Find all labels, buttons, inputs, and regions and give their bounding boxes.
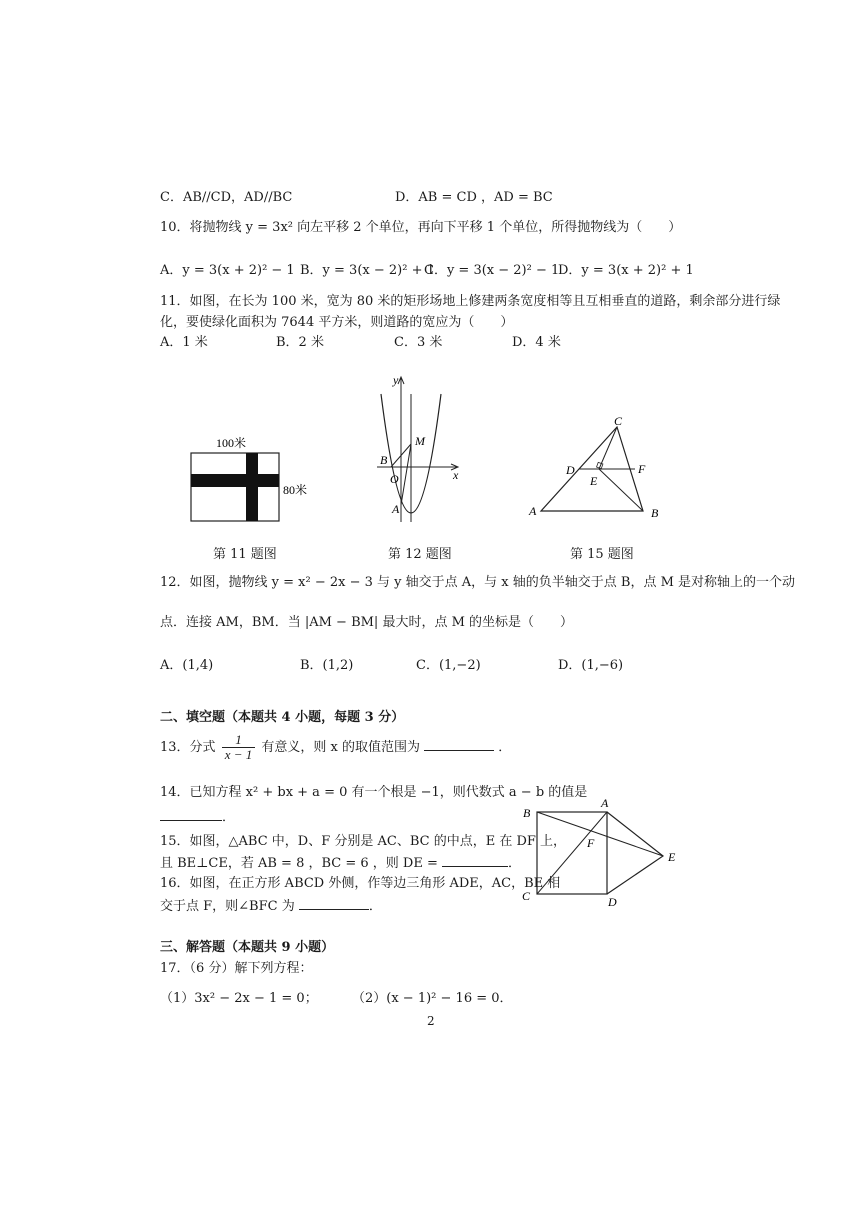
q11-option-c: C．3 米: [394, 335, 443, 350]
q14-line1: 14．已知方程 x² + bx + a = 0 有一个根是 −1，则代数式 a − b 的值是: [160, 785, 588, 800]
q17-part2: （2）(x − 1)² − 16 = 0．: [352, 991, 513, 1006]
q13-suffix: 有意义，则 x 的取值范围为: [261, 740, 420, 755]
fig11-label-width: 80米: [283, 483, 308, 497]
segment-ce: [599, 427, 617, 469]
q10-option-b: B．y = 3(x − 2)² + 1: [300, 263, 435, 278]
q10-stem: 10．将抛物线 y = 3x² 向左平移 2 个单位，再向下平移 1 个单位，所得抛物线为（ ）: [160, 220, 682, 235]
fig15-label-e: E: [590, 474, 598, 488]
q9-option-c: C．AB//CD，AD//BC: [160, 190, 293, 205]
q14-answer-blank[interactable]: [160, 808, 222, 821]
fig16-label-e: E: [668, 850, 676, 864]
fig16-label-b: B: [523, 806, 531, 820]
q16-answer-blank[interactable]: [299, 897, 369, 910]
q12-stem-line2: 点．连接 AM，BM．当 |AM − BM| 最大时，点 M 的坐标是（ ）: [160, 615, 574, 630]
page-number: 2: [427, 1014, 435, 1028]
fig15-label-f: F: [638, 462, 646, 476]
q11-stem-line2: 化，要使绿化面积为 7644 平方米，则道路的宽应为（ ）: [160, 315, 514, 330]
q16-line2: [160, 897, 382, 916]
fig15-label-c: C: [614, 415, 623, 428]
q12-option-d: D．(1,−6): [558, 658, 624, 673]
q12-option-c: C．(1,−2): [416, 658, 481, 673]
fig15-label-a: A: [529, 504, 537, 518]
q16-end: ．: [368, 899, 382, 914]
q13-fraction: [222, 733, 256, 762]
figure-11: [180, 430, 320, 530]
q14-end: ．: [222, 810, 236, 825]
fig16-label-a: A: [601, 796, 609, 810]
road-vertical: [246, 453, 258, 521]
q9-option-d: D．AB = CD ，AD = BC: [395, 190, 553, 205]
segment-be: [537, 812, 663, 856]
q16-line1: 16．如图，在正方形 ABCD 外侧，作等边三角形 ADE，AC，BE 相: [160, 876, 561, 891]
q16-line2-text: 交于点 F，则∠BFC 为: [160, 899, 295, 914]
q12-stem-line1: 12．如图，抛物线 y = x² − 2x − 3 与 y 轴交于点 A，与 x 轴的负半轴交于点 B，点 M 是对称轴上的一个动: [160, 575, 796, 590]
fig12-label-x: x: [453, 468, 459, 482]
q13-numerator: 1: [222, 733, 256, 748]
q15-line1: 15．如图，△ABC 中，D、F 分别是 AC、BC 的中点，E 在 DF 上，: [160, 834, 567, 849]
q15-end: ．: [507, 856, 521, 871]
q11-option-d: D．4 米: [512, 335, 561, 350]
q13-end: ．: [498, 740, 512, 755]
q11-option-a: A．1 米: [160, 335, 208, 350]
section3-title: 三、解答题（本题共 9 小题）: [160, 940, 335, 955]
q17-part1: （1）3x² − 2x − 1 = 0；: [160, 991, 318, 1006]
fig15-label-d: D: [566, 463, 575, 477]
q13-answer-blank[interactable]: [424, 738, 494, 751]
fig11-label-length: 100米: [216, 436, 247, 450]
road-horizontal: [191, 474, 279, 487]
q15-line2-text: 且 BE⊥CE，若 AB = 8 ，BC = 6 ，则 DE =: [160, 856, 438, 871]
q13-prefix: 13．分式: [160, 740, 216, 755]
fig12-caption: 第 12 题图: [388, 547, 452, 562]
q14-line2: [160, 808, 235, 827]
q10-option-a: A．y = 3(x + 2)² − 1: [160, 263, 295, 278]
q12-option-b: B．(1,2): [300, 658, 354, 673]
q17-stem: 17．（6 分）解下列方程：: [160, 961, 313, 976]
fig12-label-a: A: [392, 502, 400, 516]
figure-12: [365, 372, 470, 524]
fig16-label-f: F: [587, 836, 595, 850]
fig16-label-d: D: [608, 895, 617, 909]
fig12-label-o: O: [390, 472, 399, 486]
fig12-label-b: B: [380, 453, 388, 467]
fig15-label-b: B: [651, 506, 659, 520]
figure-15: [525, 415, 665, 525]
q15-line2: [160, 854, 521, 873]
section2-title: 二、填空题（本题共 4 小题，每题 3 分）: [160, 710, 405, 725]
fig12-label-y: y: [393, 373, 399, 387]
q10-option-c: C．y = 3(x − 2)² − 1: [424, 263, 560, 278]
q12-option-a: A．(1,4): [160, 658, 214, 673]
q11-option-b: B．2 米: [276, 335, 324, 350]
q10-option-d: D．y = 3(x + 2)² + 1: [558, 263, 694, 278]
q13: [160, 733, 511, 762]
fig16-label-c: C: [522, 889, 531, 903]
right-angle-mark: [597, 462, 603, 468]
q11-stem-line1: 11．如图，在长为 100 米，宽为 80 米的矩形场地上修建两条宽度相等且互相垂直的道路，剩余部分进行绿: [160, 294, 781, 309]
figure-16: [515, 795, 685, 913]
q15-answer-blank[interactable]: [442, 854, 508, 867]
fig11-caption: 第 11 题图: [213, 547, 277, 562]
q13-denominator: x − 1: [224, 747, 253, 762]
fig15-caption: 第 15 题图: [570, 547, 634, 562]
fig12-label-m: M: [415, 434, 425, 448]
